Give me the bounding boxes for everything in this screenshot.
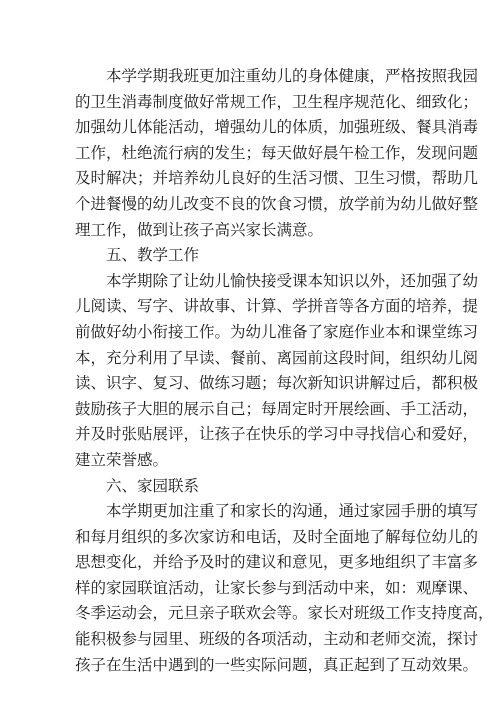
text-line: 本学期除了让幼儿愉快接受课本知识以外，还加强了幼 bbox=[75, 271, 479, 290]
text-line: 样的家园联谊活动，让家长参与到活动中来，如：观摩课、 bbox=[75, 578, 479, 597]
text-line: 能积极参与园里、班级的各项活动，主动和老师交流，探讨 bbox=[75, 630, 479, 649]
text-line: 前做好幼小衔接工作。为幼儿准备了家庭作业本和课堂练习 bbox=[75, 322, 479, 341]
text-line: 个进餐慢的幼儿改变不良的饮食习惯，放学前为幼儿做好整 bbox=[75, 194, 479, 213]
text-line: 建立荣誉感。 bbox=[75, 450, 169, 469]
text-line: 并及时张贴展评，让孩子在快乐的学习中寻找信心和爱好， bbox=[75, 425, 479, 444]
text-line: 的卫生消毒制度做好常规工作，卫生程序规范化、细致化； bbox=[75, 92, 479, 111]
text-line: 冬季运动会，元旦亲子联欢会等。家长对班级工作支持度高， bbox=[75, 604, 494, 623]
text-line: 思想变化，并给予及时的建议和意见，更多地组织了丰富多 bbox=[75, 553, 479, 572]
text-line: 加强幼儿体能活动，增强幼儿的体质，加强班级、餐具消毒 bbox=[75, 118, 479, 137]
text-line: 本学期更加注重了和家长的沟通，通过家园手册的填写 bbox=[75, 502, 479, 521]
section-heading-teaching: 五、教学工作 bbox=[106, 246, 200, 265]
text-line: 孩子在生活中遇到的一些实际问题，真正起到了互动效果。 bbox=[75, 655, 479, 674]
paragraph-teaching bbox=[75, 269, 479, 474]
text-line: 及时解决；并培养幼儿良好的生活习惯、卫生习惯，帮助几 bbox=[75, 169, 479, 188]
text-line: 和每月组织的多次家访和电话，及时全面地了解每位幼儿的 bbox=[75, 527, 479, 546]
paragraph-home-school bbox=[75, 499, 494, 678]
document-body bbox=[75, 64, 494, 678]
text-line: 本，充分利用了早读、餐前、离园前这段时间，组织幼儿阅 bbox=[75, 348, 479, 367]
text-line: 理工作，做到让孩子高兴家长满意。 bbox=[75, 220, 324, 239]
text-line: 本学学期我班更加注重幼儿的身体健康，严格按照我园 bbox=[75, 67, 479, 85]
section-heading-home-school: 六、家园联系 bbox=[106, 476, 200, 495]
text-line: 儿阅读、写字、讲故事、计算、学拼音等各方面的培养，提 bbox=[75, 297, 479, 316]
paragraph-health bbox=[75, 64, 479, 243]
text-line: 工作，杜绝流行病的发生；每天做好晨午检工作，发现问题 bbox=[75, 143, 479, 162]
text-line: 鼓励孩子大胆的展示自己；每周定时开展绘画、手工活动， bbox=[75, 399, 479, 418]
text-line: 读、识字、复习、做练习题；每次新知识讲解过后，都积极 bbox=[75, 374, 479, 393]
